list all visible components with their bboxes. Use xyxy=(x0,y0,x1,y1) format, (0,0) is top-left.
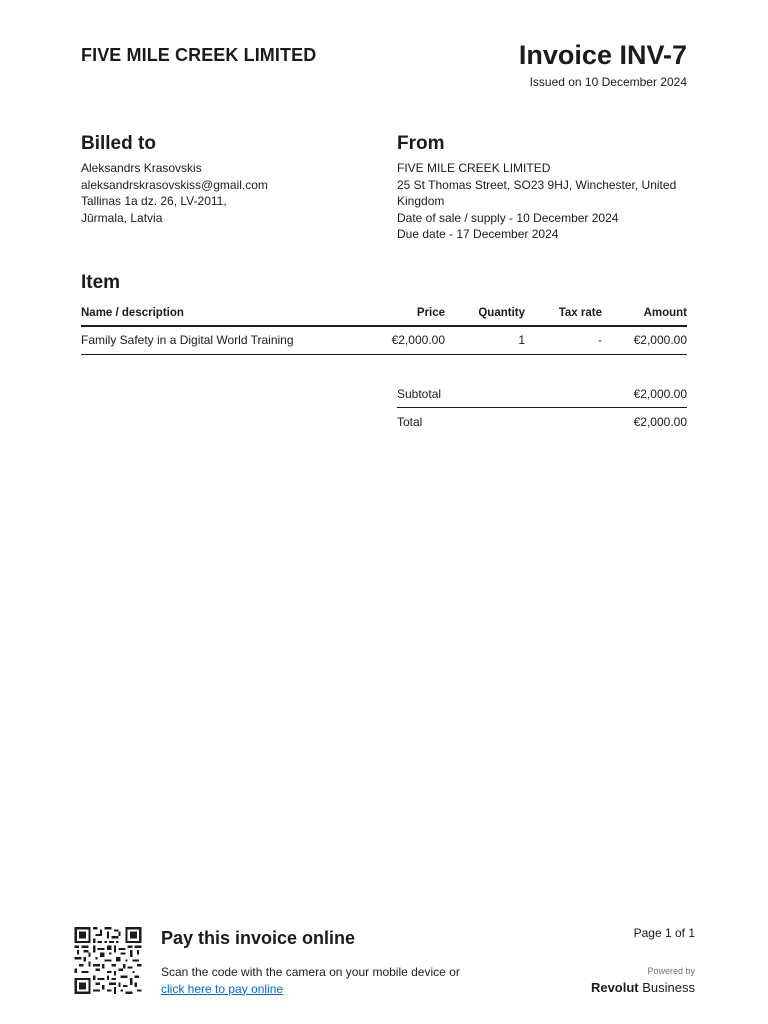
items-header-row xyxy=(81,300,687,326)
billed-to-block xyxy=(81,160,268,226)
brand-name: Revolut xyxy=(590,980,639,995)
column-header-name: Name / description xyxy=(81,300,343,326)
company-name: FIVE MILE CREEK LIMITED xyxy=(81,45,317,65)
item-name: Family Safety in a Digital World Training xyxy=(81,326,343,354)
items-table xyxy=(81,300,687,355)
totals-block xyxy=(397,381,687,435)
from-heading: From xyxy=(397,133,445,154)
from-address: 25 St Thomas Street, SO23 9HJ, Winchester, United Kingdom xyxy=(397,177,677,208)
table-row xyxy=(81,326,687,354)
issued-date: Issued on 10 December 2024 xyxy=(529,75,687,89)
column-header-quantity: Quantity xyxy=(445,300,525,326)
column-header-price: Price xyxy=(343,300,445,326)
column-header-tax-rate: Tax rate xyxy=(525,300,602,326)
item-quantity: 1 xyxy=(445,326,525,354)
billed-to-email: aleksandrskrasovskiss@gmail.com xyxy=(81,177,268,192)
subtotal-row xyxy=(397,381,687,408)
from-due-date: Due date - 17 December 2024 xyxy=(397,227,559,241)
total-label: Total xyxy=(397,414,423,429)
revolut-business-logo xyxy=(591,980,695,995)
qr-code-icon[interactable] xyxy=(73,927,143,994)
brand-suffix: Business xyxy=(642,980,695,995)
item-heading: Item xyxy=(81,272,121,293)
from-block xyxy=(397,160,687,243)
pay-online-text xyxy=(161,964,460,997)
billed-to-name: Aleksandrs Krasovskis xyxy=(81,161,202,175)
item-tax-rate: - xyxy=(525,326,602,354)
column-header-amount: Amount xyxy=(602,300,687,326)
from-name: FIVE MILE CREEK LIMITED xyxy=(397,161,551,175)
page-number: Page 1 of 1 xyxy=(633,926,695,940)
subtotal-label: Subtotal xyxy=(397,387,442,401)
billed-to-heading: Billed to xyxy=(81,133,156,154)
pay-instructions: Scan the code with the camera on your mobile device or xyxy=(161,965,460,979)
item-amount: €2,000.00 xyxy=(602,326,687,354)
total-row xyxy=(397,408,687,435)
subtotal-value: €2,000.00 xyxy=(633,387,687,401)
invoice-title: Invoice INV-7 xyxy=(518,40,687,70)
pay-online-link[interactable]: click here to pay online xyxy=(161,981,284,996)
billed-to-address-line1: Tallinas 1a dz. 26, LV-2011, xyxy=(81,194,227,208)
pay-online-title: Pay this invoice online xyxy=(161,928,356,948)
item-price: €2,000.00 xyxy=(343,326,445,354)
billed-to-address-line2: Jūrmala, Latvia xyxy=(81,210,163,225)
powered-by-label: Powered by xyxy=(647,966,695,976)
from-date-of-sale: Date of sale / supply - 10 December 2024 xyxy=(397,210,619,225)
total-value: €2,000.00 xyxy=(633,414,687,429)
